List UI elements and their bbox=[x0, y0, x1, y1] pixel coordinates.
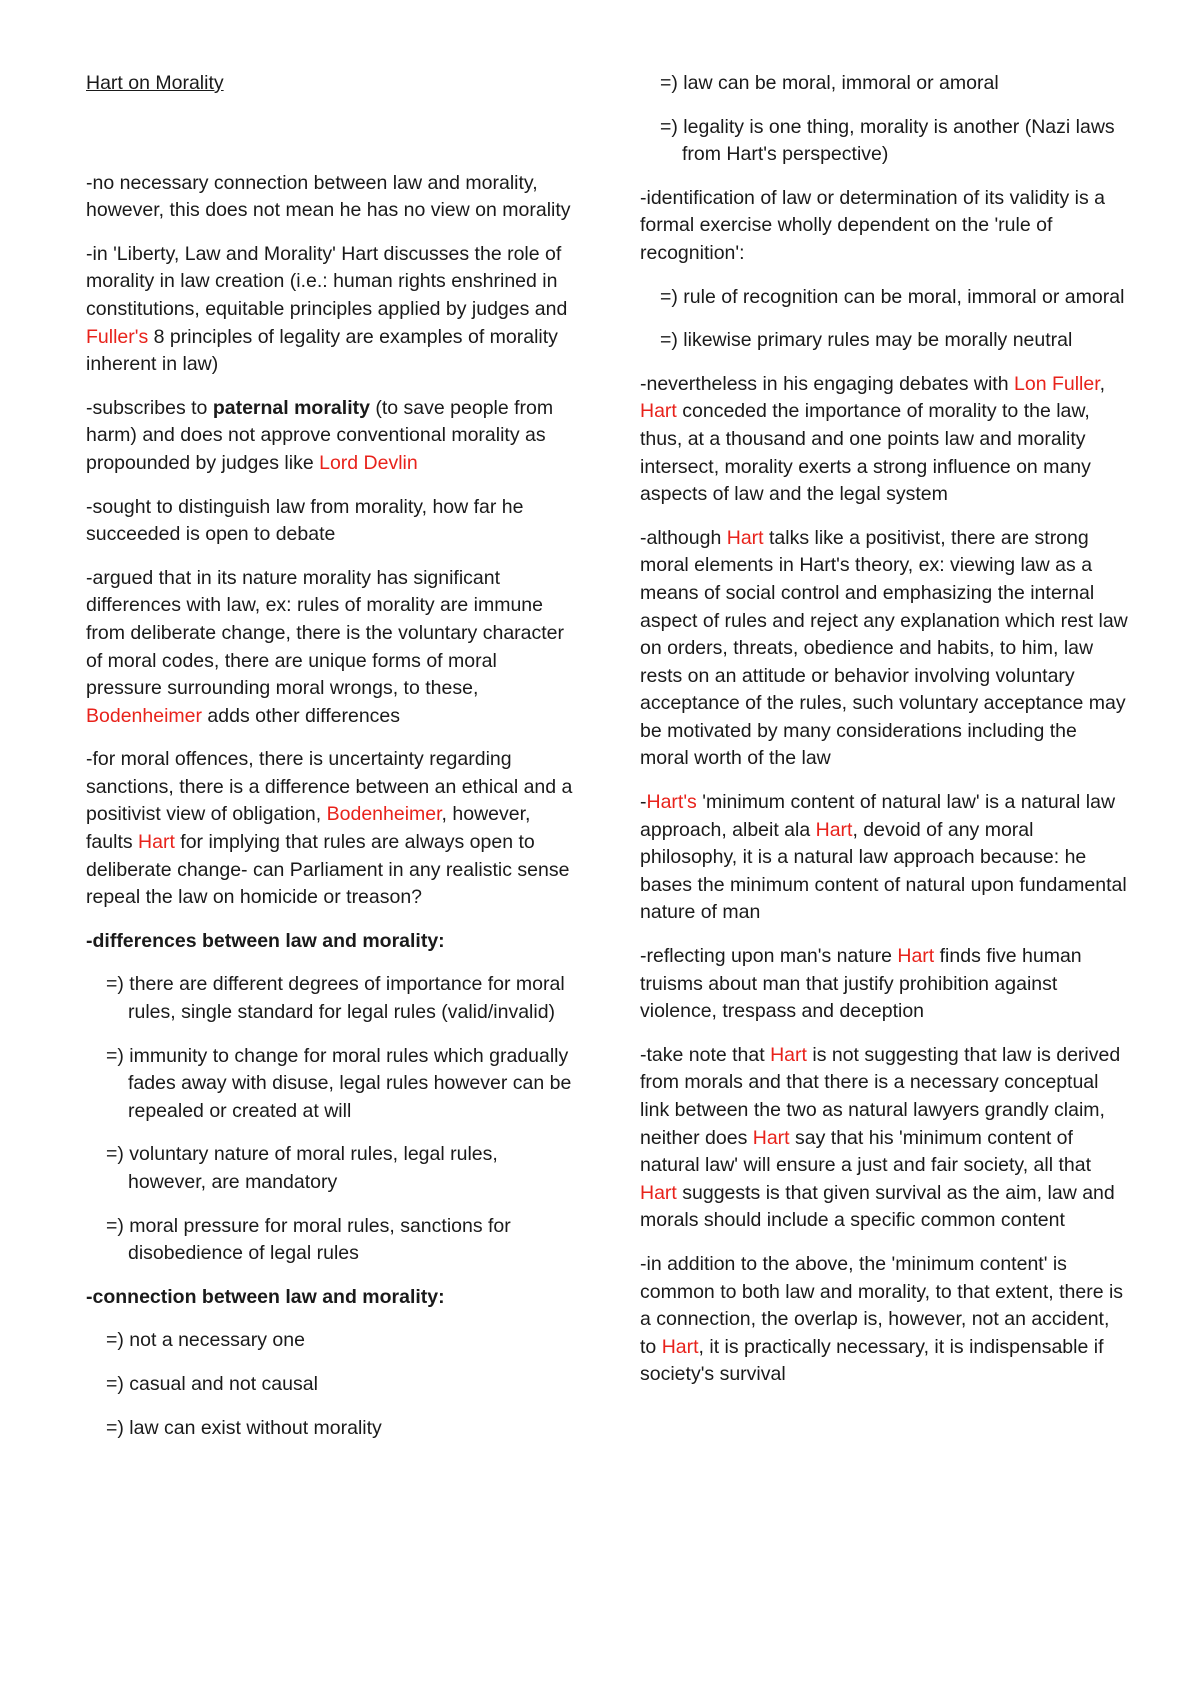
name-highlight: Hart bbox=[770, 1043, 807, 1066]
text-segment: -sought to distinguish law from morality, how far he succeeded is open to debate bbox=[86, 495, 524, 546]
left-column-body bbox=[86, 170, 576, 1443]
list-item bbox=[660, 327, 1130, 355]
list-item bbox=[106, 971, 576, 1026]
bold-term: paternal morality bbox=[212, 396, 370, 419]
text-segment: , bbox=[1099, 372, 1106, 395]
list-item bbox=[106, 1213, 576, 1268]
right-column-body bbox=[640, 70, 1130, 1389]
name-highlight: Hart bbox=[726, 526, 764, 549]
text-segment: for implying that rules are always open to deliberate change- can Parliament in any realistic sense repeal the law on homicide or treason? bbox=[86, 831, 570, 909]
text-segment: =) rule of recognition can be moral, immoral or amoral bbox=[660, 285, 1125, 308]
paragraph bbox=[86, 241, 576, 379]
name-highlight: Hart bbox=[752, 1126, 790, 1149]
text-segment: adds other differences bbox=[202, 704, 401, 727]
text-segment: is not suggesting that law is derived from morals and that there is a necessary conceptual link between the two as natural lawyers grandly claim, neither does bbox=[640, 1043, 1121, 1149]
name-highlight: Hart bbox=[815, 818, 853, 841]
paragraph bbox=[640, 1042, 1130, 1235]
text-segment: -argued that in its nature morality has significant differences with law, ex: rules of morality are immune from deliberate change, there is the voluntary character of moral codes, there are unique forms of moral pressure surrounding moral wrongs, to these, bbox=[86, 566, 565, 700]
text-segment: 'minimum content of natural law' is a natural law approach, albeit ala bbox=[640, 791, 1116, 841]
text-segment: -in 'Liberty, Law and Morality' Hart discusses the role of morality in law creation (i.e.: human rights enshrined in constitutions, equitable principles applied by judges and bbox=[86, 242, 568, 320]
text-segment: =) not a necessary one bbox=[106, 1329, 305, 1352]
text-segment: conceded the importance of morality to the law, thus, at a thousand and one points law and morality intersect, morality exerts a strong influence on many aspects of law and the legal system bbox=[640, 400, 1091, 506]
left-column bbox=[86, 70, 576, 1458]
text-segment: -for moral offences, there is uncertainty regarding sanctions, there is a difference between an ethical and a positivist view of obligation, bbox=[86, 748, 573, 826]
list-item bbox=[660, 284, 1130, 312]
paragraph bbox=[640, 943, 1130, 1026]
text-segment: =) immunity to change for moral rules which gradually fades away with disuse, legal rules however can be repealed or created at will bbox=[106, 1044, 572, 1122]
list-item bbox=[106, 1141, 576, 1196]
text-segment: - bbox=[640, 791, 647, 814]
document-title: Hart on Morality bbox=[86, 72, 224, 94]
name-highlight: Bodenheimer bbox=[326, 803, 442, 826]
right-column bbox=[640, 70, 1130, 1405]
paragraph bbox=[86, 494, 576, 549]
text-segment: -although bbox=[640, 526, 727, 549]
list-item bbox=[660, 114, 1130, 169]
list-item bbox=[106, 1327, 576, 1355]
text-segment: -nevertheless in his engaging debates with bbox=[640, 372, 1014, 395]
text-segment: -connection between law and morality: bbox=[86, 1285, 445, 1308]
text-segment: -take note that bbox=[640, 1043, 771, 1066]
text-segment: =) likewise primary rules may be morally neutral bbox=[660, 329, 1073, 352]
paragraph bbox=[640, 1251, 1130, 1389]
text-segment: -identification of law or determination of its validity is a formal exercise wholly dependent on the 'rule of recognition': bbox=[640, 186, 1105, 264]
text-segment: =) casual and not causal bbox=[106, 1372, 318, 1395]
paragraph bbox=[640, 525, 1130, 773]
text-segment: -subscribes to bbox=[86, 396, 213, 419]
text-segment: =) law can be moral, immoral or amoral bbox=[660, 72, 999, 94]
text-segment: 8 principles of legality are examples of morality inherent in law) bbox=[86, 325, 558, 376]
name-highlight: Hart's bbox=[646, 791, 697, 814]
text-segment: -differences between law and morality: bbox=[86, 929, 445, 952]
text-segment: -reflecting upon man's nature bbox=[640, 945, 898, 968]
name-highlight: Hart bbox=[640, 1181, 677, 1204]
name-highlight: Hart bbox=[661, 1335, 699, 1358]
paragraph bbox=[86, 565, 576, 731]
name-highlight: Lon Fuller bbox=[1014, 372, 1100, 395]
name-highlight: Fuller's bbox=[86, 325, 149, 348]
text-segment: say that his 'minimum content of natural law' will ensure a just and fair society, all that bbox=[640, 1126, 1091, 1177]
text-segment: =) moral pressure for moral rules, sanctions for disobedience of legal rules bbox=[106, 1214, 511, 1265]
text-segment: -in addition to the above, the 'minimum content' is common to both law and morality, to that extent, there is a connection, the overlap is, however, not an accident, to bbox=[640, 1252, 1124, 1358]
paragraph bbox=[86, 746, 576, 912]
paragraph bbox=[86, 395, 576, 478]
text-segment: finds five human truisms about man that justify prohibition against violence, trespass and deception bbox=[640, 945, 1082, 1023]
list-item bbox=[106, 1415, 576, 1443]
text-segment: -no necessary connection between law and morality, however, this does not mean he has no view on morality bbox=[86, 171, 571, 222]
list-item bbox=[106, 1043, 576, 1126]
section-heading bbox=[86, 928, 576, 956]
text-segment: , it is practically necessary, it is indispensable if society's survival bbox=[640, 1335, 1104, 1386]
name-highlight: Bodenheimer bbox=[86, 704, 202, 727]
list-item bbox=[660, 70, 1130, 98]
text-segment: (to save people from harm) and does not approve conventional morality as propounded by judges like bbox=[86, 396, 554, 474]
paragraph bbox=[640, 371, 1130, 509]
text-segment: suggests is that given survival as the aim, law and morals should include a specific common content bbox=[640, 1181, 1115, 1232]
section-heading bbox=[86, 1284, 576, 1312]
name-highlight: Lord Devlin bbox=[319, 451, 418, 474]
paragraph bbox=[86, 170, 576, 225]
name-highlight: Hart bbox=[640, 400, 677, 423]
name-highlight: Hart bbox=[897, 945, 935, 968]
text-segment: , however, faults bbox=[86, 803, 531, 854]
text-segment: talks like a positivist, there are strong moral elements in Hart's theory, ex: viewing law as a means of social control and emphasizing the internal aspect of rules and reject any explanation which rest law on orders, threats, obedience and habits, to him, law rests on an attitude or behavior involving voluntary acceptance of the rules, such voluntary acceptance may be motivated by many considerations including the moral worth of the law bbox=[640, 526, 1128, 770]
text-segment: =) voluntary nature of moral rules, legal rules, however, are mandatory bbox=[106, 1143, 498, 1193]
text-segment: =) there are different degrees of importance for moral rules, single standard for legal rules (valid/invalid) bbox=[106, 973, 565, 1024]
text-segment: =) legality is one thing, morality is another (Nazi laws from Hart's perspective) bbox=[660, 115, 1115, 166]
paragraph bbox=[640, 185, 1130, 268]
name-highlight: Hart bbox=[138, 831, 175, 854]
paragraph bbox=[640, 789, 1130, 927]
text-segment: =) law can exist without morality bbox=[106, 1416, 382, 1439]
list-item bbox=[106, 1371, 576, 1399]
text-segment: , devoid of any moral philosophy, it is a natural law approach because: he bases the minimum content of natural upon fundamental nature of man bbox=[640, 818, 1127, 924]
